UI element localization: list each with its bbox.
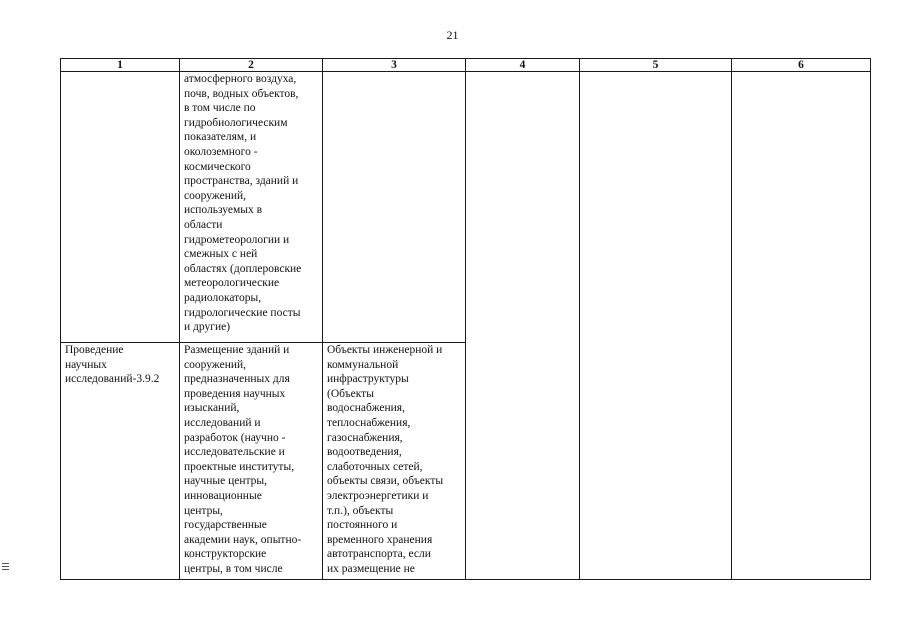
cell-text-line: гидрометеорологии и <box>184 233 290 246</box>
cell-col6 <box>732 72 871 343</box>
cell-use-type <box>61 72 180 343</box>
cell-text-line: в том числе по <box>184 102 256 115</box>
cell-text-line: предназначенных для <box>184 373 290 386</box>
column-header-6: 6 <box>732 59 871 72</box>
cell-text-line: сооружений, <box>184 189 247 202</box>
cell-text-line: т.п.), объекты <box>327 504 394 517</box>
cell-text-line: объекты связи, объекты <box>327 475 444 488</box>
cell-text-line: сооружений, <box>184 358 247 371</box>
cell-text-line: космического <box>184 160 251 173</box>
cell-permitted-objects <box>323 343 466 580</box>
cell-use-type <box>61 343 180 580</box>
cell-col4 <box>466 72 580 343</box>
column-header-1: 1 <box>61 59 180 72</box>
cell-use-description <box>180 343 323 580</box>
cell-text-line: исследований и <box>184 416 261 429</box>
cell-text-line: научные центры, <box>184 475 267 488</box>
cell-text-line: теплоснабжения, <box>327 416 411 429</box>
land-use-table <box>60 58 871 580</box>
cell-text-line: показателям, и <box>184 131 257 144</box>
column-header-2: 2 <box>180 59 323 72</box>
cell-text-line: центры, в том числе <box>184 562 283 575</box>
cell-col6 <box>732 343 871 580</box>
cell-text-line: водоотведения, <box>327 446 402 459</box>
cell-text-line: временного хранения <box>327 533 433 546</box>
cell-text-line: проектные институты, <box>184 460 295 473</box>
cell-text-line: областях (доплеровские <box>184 262 302 275</box>
cell-text-line: и другие) <box>184 321 231 334</box>
cell-text-line: радиолокаторы, <box>184 291 262 304</box>
cell-text-line: атмосферного воздуха, <box>184 73 297 85</box>
cell-text-line: Проведение <box>65 344 124 356</box>
cell-text-line: инфраструктуры <box>327 373 409 386</box>
cell-text-line: постоянного и <box>327 519 398 532</box>
cell-text-line: почв, водных объектов, <box>184 87 299 100</box>
cell-text-line: автотранспорта, если <box>327 548 431 561</box>
cell-col4 <box>466 343 580 580</box>
cell-text-line: гидробиологическим <box>184 116 288 129</box>
cell-text-line: (Объекты <box>327 387 374 400</box>
scan-edge-mark <box>2 563 9 573</box>
table-header-row <box>61 59 871 72</box>
cell-text-line: инновационные <box>184 489 262 502</box>
cell-text-line: слаботочных сетей, <box>327 460 423 473</box>
cell-text-line: изысканий, <box>184 402 240 415</box>
column-header-3: 3 <box>323 59 466 72</box>
cell-text-line: коммунальной <box>327 358 399 371</box>
cell-text-line: их размещение не <box>327 562 415 575</box>
cell-text-line: исследовательские и <box>184 446 285 459</box>
cell-text-line: электроэнергетики и <box>327 489 429 502</box>
cell-text-line: Объекты инженерной и <box>327 344 443 356</box>
table-row <box>61 72 871 343</box>
cell-text-line: государственные <box>184 519 267 532</box>
cell-text-line: гидрологические посты <box>184 306 301 319</box>
cell-text-line: пространства, зданий и <box>184 175 299 188</box>
cell-text-line: научных <box>65 358 107 371</box>
cell-text-line: разработок (научно - <box>184 431 286 444</box>
table-row <box>61 343 871 580</box>
cell-text-line: академии наук, опытно- <box>184 533 302 546</box>
cell-text-line: используемых в <box>184 204 263 217</box>
cell-text-line: проведения научных <box>184 387 286 400</box>
cell-text-line: смежных с ней <box>184 248 258 261</box>
column-header-4: 4 <box>466 59 580 72</box>
cell-text-line: водоснабжения, <box>327 402 405 415</box>
cell-col5 <box>580 343 732 580</box>
cell-col5 <box>580 72 732 343</box>
cell-text-line: метеорологические <box>184 277 280 290</box>
cell-permitted-objects <box>323 72 466 343</box>
cell-text-line: области <box>184 218 223 231</box>
cell-text-line: околоземного - <box>184 145 258 158</box>
cell-text-line: конструкторские <box>184 548 267 561</box>
column-header-5: 5 <box>580 59 732 72</box>
cell-use-description <box>180 72 323 343</box>
page-number: 21 <box>446 28 459 42</box>
cell-text-line: Размещение зданий и <box>184 344 290 356</box>
cell-text-line: исследований-3.9.2 <box>65 373 160 386</box>
cell-text-line: газоснабжения, <box>327 431 403 444</box>
cell-text-line: центры, <box>184 504 223 517</box>
